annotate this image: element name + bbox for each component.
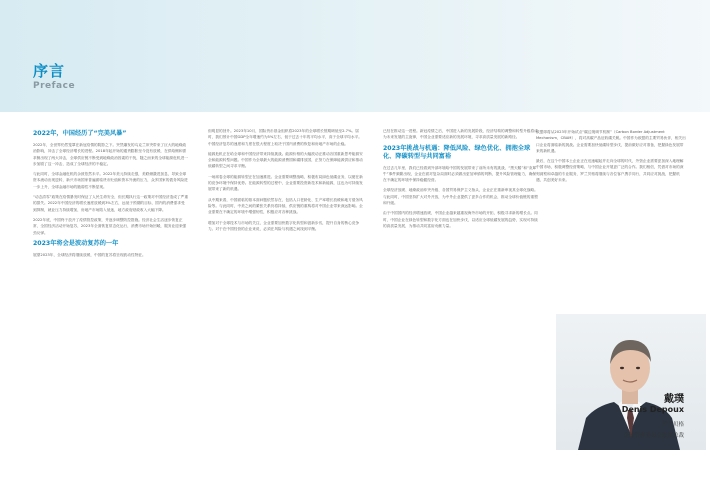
paragraph: 能源危机正在给全球和中国经济带来持续挑战。能源价格的大幅波动正推动各国重新思考能源安全和能源转型问题。中国作为全球最大的能源消费国和碳排放国，正努力在保障能源供应和推动低碳转型之间寻求平衡。 — [208, 151, 363, 169]
footer-area — [0, 456, 710, 481]
paragraph: “动态清零”政策在疫情暴发时保证了人民生命安全，但长期执行这一政策对中国经济造成了严重的损失。2022年中国经济的增长速度放缓到3%左右，远低于预期的目标，国内的消费需求受到抑制，就业压力持续增加，房地产市场陷入低迷，地方政府财政收入大幅下降。 — [33, 195, 189, 212]
section-heading: 2023年将会是波动复苏的一年 — [33, 239, 119, 247]
header-band — [0, 0, 710, 112]
paragraph: 2022年，全世界仍然笼罩在新冠疫情的阴影之下。突然爆发的乌克兰冲突带来了巨大的地缘政治影响，冲击了全球经济增长的进程。2018年起开始的通货膨胀至今没有放缓，在供给侧和需求侧出现了两大冲击，全球供应链不断受到地缘政治因素的干扰，随之而来的全球能源危机进一步加剧了这一冲击，造成了全球经济的不稳定。 — [33, 143, 188, 166]
section-heading: 2022年，中国经历了“完美风暴” — [33, 130, 127, 137]
page-subtitle: Preface — [33, 81, 76, 91]
paragraph: 已经在推动这一进程。新冠疫情之后，中国进入新的发展阶段，经济结构的调整和转型升级将成为未来发展的主旋律，中国企业需要适应新的发展环境，寻求高质量发展的新路径。 — [383, 129, 538, 140]
page-title: 序言 — [33, 62, 66, 80]
paragraph: 与此同时，全球金融危机的余波依然未平。2022年美元持续走强，美联储激进加息，导致全球资本流动出现逆转，新兴市场国家普遍面临货币贬值和资本外流的压力，众多国家的债务风险进一步上升，全球金融市场的脆弱性不断显现。 — [33, 172, 188, 189]
paragraph: 欧盟即将从2023年开始试点“碳边境调节机制”（Carbon Border Adjustment Mechanism，CBAM），将对高碳产品征收碳关税。中国作为欧盟的主要贸易伙伴，相关出口企业将面临新的挑战。企业需要加快低碳转型步伐，提前做好应对准备，把握绿色发展带来的新机遇。 — [536, 130, 686, 153]
text-column-4 — [536, 129, 686, 187]
signature-name-cn: 戴璞 — [664, 394, 684, 405]
signature-company: 罗兰贝格 — [661, 422, 684, 428]
portrait-photo — [556, 314, 706, 450]
portrait-illustration-icon — [556, 314, 706, 450]
paragraph: 一场席卷全球的能源转型正在加速推进。企业需要调整战略，积极布局绿色低碳业务，以便在新的竞争环境中保持优势。在能源转型的过程中，企业需要投资新技术和新能源，这也为可持续发展带来了新的机遇。 — [208, 174, 363, 192]
paragraph: 由于中国国内的经济增速放缓，中国企业越来越重视海外市场的开拓，积极寻求新的增长点。同时，中国企业在绿色转型和数字化方面也在加快步伐，以适应全球低碳发展的趋势，实现可持续的高质量发展，为推动共同富裕贡献力量。 — [383, 211, 538, 228]
section-heading: 2023年挑战与机遇：降低风险、绿色优化、拥抱全球化、降碳转型与共同富裕 — [383, 144, 531, 160]
paragraph: 从中期来看，中国面临的基本面问题依然存在，包括人口老龄化、生产率增长放缓和地方债务风险等。与此同时，中美之间的紧张关系仍将持续，供应链的重构将对中国企业带来深远影响。企业需要在不确定的环境中增强韧性，积极应对各种挑战。 — [208, 197, 363, 215]
paragraph: 但明显的回升。2023年10月，国际货币基金组织将2023年的全球增长预期调低至2.7%。届时，我们预计中国GDP全年增速约为5%左右，低于过去十年的平均水平，高于全球平均水平。中国经济复苏的速度和力度在很大程度上取决于国内消费的恢复和房地产市场的企稳。 — [208, 129, 362, 146]
paragraph: 2022年底，中国终于放开了疫情管控政策，并逐步调整防控措施。经济社会生活逐步恢复正常，全国经济活动开始复苏，2023年全面恢复常态化运行，消费市场开始回暖，服务业迎来强劲反弹。 — [33, 217, 187, 235]
text-column-2 — [208, 128, 363, 236]
paragraph: 在过去几年里，我们已经看到外部环境给中国的发展带来了前所未有的挑战，“黑天鹅”和“灰犀牛”事件频繁出现，企业在面对复杂局面时必须做出更加审慎的判断，提升风险管理能力，确保在不确定的环境中保持稳健经营。 — [383, 165, 537, 183]
paragraph: 最后，在这个中国本土企业正在迅速崛起并走向全球的时代，外资企业需要更加深入地理解中国市场，积极调整经营策略，与中国企业开展更广泛的合作。我们相信，凭借对市场的深刻洞察和卓越的专业服务，罗兰贝格将继续与各位客户携手同行，共同应对挑战，把握机遇，共创美好未来。 — [536, 159, 684, 183]
signature-role: 全球管理委员会联席总裁 — [623, 433, 684, 439]
paragraph: 全球经济放缓、地缘政治冲突升级、各国贸易保护主义抬头，企业正在重新审视其全球化战略。与此同时，中国坚持扩大对外开放，为中外企业提供了更多合作的机会，推动全球价值链的重塑和升级。 — [383, 188, 538, 206]
text-column-3 — [383, 128, 538, 233]
paragraph: 展望2023年，全球经济将继续放缓，中国的复苏将呈现波动性特征。 — [33, 252, 146, 257]
text-column-1 — [33, 128, 188, 262]
signature-name-en: Denis Depoux — [621, 405, 684, 414]
paragraph: 增加对于全球技术与市场的关注，企业需要加快数字化转型和创新步伐，提升自身的核心竞争力。对于在中国经营的企业来说，必须在风险与机遇之间找到平衡。 — [208, 220, 360, 231]
